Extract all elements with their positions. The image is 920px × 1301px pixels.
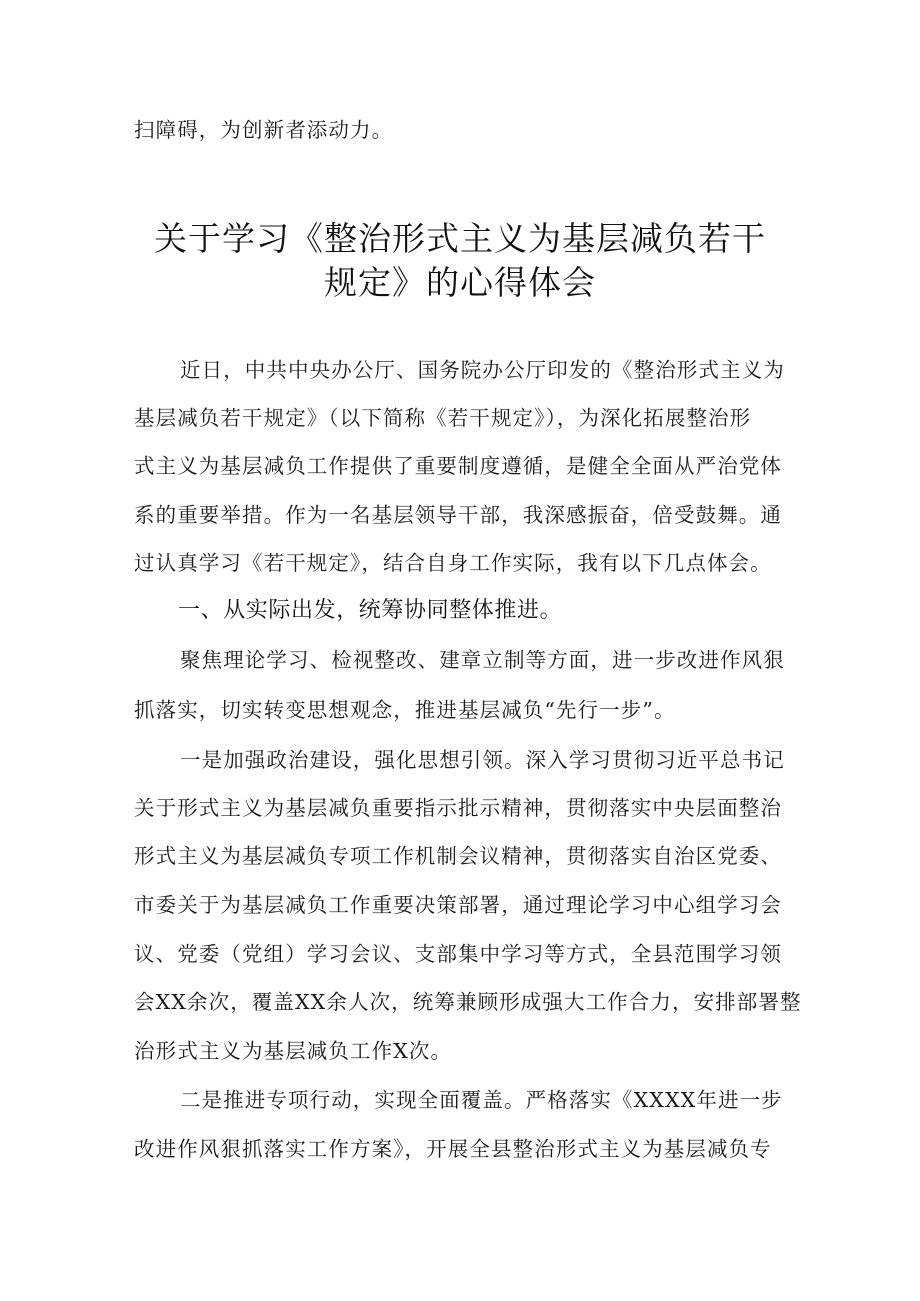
section-1-para-line-1: 聚焦理论学习、检视整改、建章立制等方面，进一步改进作风狠 xyxy=(180,648,785,672)
section-1-heading: 一、从实际出发，统筹协同整体推进。 xyxy=(178,598,563,623)
intro-line-1: 近日，中共中央办公厅、国务院办公厅印发的《整治形式主义为 xyxy=(180,358,785,382)
document-title-line-2: 规定》的心得体会 xyxy=(324,263,596,302)
section-1-para-line-2: 抓落实，切实转变思想观念，推进基层减负“先行一步”。 xyxy=(134,698,676,722)
point-1-line-1: 一是加强政治建设，强化思想引领。深入学习贯彻习近平总书记 xyxy=(180,748,785,772)
point-1-line-6: 会XX余次，覆盖XX余人次，统筹兼顾形成强大工作合力，安排部署整 xyxy=(134,990,802,1014)
intro-line-4: 系的重要举措。作为一名基层领导干部，我深感振奋，倍受鼓舞。通 xyxy=(134,503,782,527)
point-1-line-2: 关于形式主义为基层减负重要指示批示精神，贯彻落实中央层面整治 xyxy=(134,796,782,820)
point-1-line-7: 治形式主义为基层减负工作X次。 xyxy=(134,1039,453,1063)
point-2-line-2: 改进作风狠抓落实工作方案》，开展全县整治形式主义为基层减负专 xyxy=(134,1137,772,1161)
intro-line-3: 式主义为基层减负工作提供了重要制度遵循，是健全全面从严治党体 xyxy=(134,454,782,478)
point-1-line-5: 议、党委（党组）学习会议、支部集中学习等方式，全县范围学习领 xyxy=(134,942,782,966)
intro-line-2: 基层减负若干规定》（以下简称《若干规定》），为深化拓展整治形 xyxy=(134,406,752,430)
point-2-line-1: 二是推进专项行动，实现全面覆盖。严格落实《XXXX年进一步 xyxy=(180,1088,783,1112)
previous-paragraph-tail: 扫障碍，为创新者添动力。 xyxy=(134,118,394,142)
point-1-line-3: 形式主义为基层减负专项工作机制会议精神，贯彻落实自治区党委、 xyxy=(134,844,782,868)
document-title-line-1: 关于学习《整治形式主义为基层减负若干 xyxy=(154,219,766,258)
point-1-line-4: 市委关于为基层减负工作重要决策部署，通过理论学习中心组学习会 xyxy=(134,893,782,917)
intro-line-5: 过认真学习《若干规定》，结合自身工作实际，我有以下几点体会。 xyxy=(134,551,772,575)
